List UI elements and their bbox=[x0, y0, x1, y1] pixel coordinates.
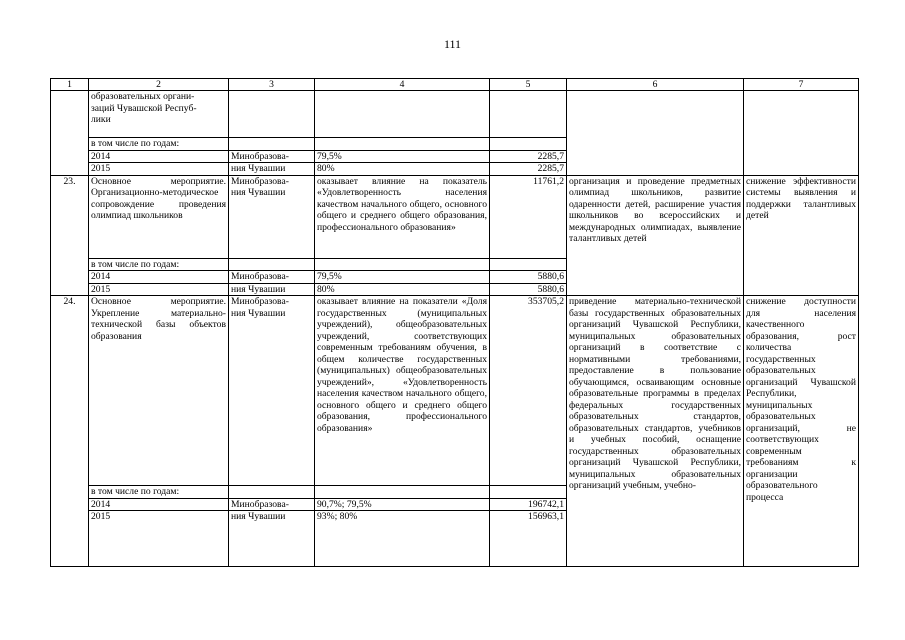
executor-cell: Минобразова- bbox=[229, 150, 315, 163]
amount-cell bbox=[490, 91, 567, 138]
executor-cell: Минобразова- ния Чувашии bbox=[229, 296, 315, 486]
year-cell: 2014 bbox=[89, 150, 229, 163]
indicator-cell: 80% bbox=[315, 163, 490, 176]
executor-cell: Минобразова- bbox=[229, 271, 315, 284]
risk-cell: снижение доступности для населения качественного образования, рост количества государственных образовательных организаций Чувашской Республики, муниципальных образовательных организаций, не соответствующих современным требованиям к организации образовательного процесса bbox=[744, 296, 859, 567]
column-number-row bbox=[51, 79, 859, 91]
amount-cell: 2285,7 bbox=[490, 150, 567, 163]
amount-cell bbox=[490, 138, 567, 151]
year-cell: 2014 bbox=[89, 498, 229, 511]
indicator-cell bbox=[315, 91, 490, 138]
activity-name-cell: Основное мероприятие. Организационно-методическое сопровождение проведения олимпиад школьников bbox=[89, 175, 229, 258]
result-cell bbox=[567, 91, 744, 176]
column-number: 2 bbox=[89, 79, 229, 91]
sub-label-cell: в том числе по годам: bbox=[89, 258, 229, 271]
risk-cell bbox=[744, 91, 859, 176]
activity-name-cell: образовательных органи- заций Чувашской Респуб- лики bbox=[89, 91, 229, 138]
program-table bbox=[50, 78, 859, 567]
amount-cell: 11761,2 bbox=[490, 175, 567, 258]
indicator-cell bbox=[315, 138, 490, 151]
indicator-cell: оказывает влияние на показатель «Удовлетворенность населения качеством начального общего, основного общего и среднего общего образования, профессионального образования» bbox=[315, 175, 490, 258]
year-cell: 2015 bbox=[89, 511, 229, 567]
executor-cell: ния Чувашии bbox=[229, 283, 315, 296]
year-cell: 2015 bbox=[89, 283, 229, 296]
amount-cell: 196742,1 bbox=[490, 498, 567, 511]
result-cell: организация и проведение предметных олимпиад школьников, развитие одаренности детей, расширение участия школьников во всероссийских и международных олимпиадах, выявление талантливых детей bbox=[567, 175, 744, 296]
executor-cell bbox=[229, 258, 315, 271]
amount-cell bbox=[490, 486, 567, 499]
column-number: 7 bbox=[744, 79, 859, 91]
executor-cell bbox=[229, 486, 315, 499]
activity-name-cell: Основное мероприятие. Укрепление материально-технической базы объектов образования bbox=[89, 296, 229, 486]
executor-cell: ния Чувашии bbox=[229, 163, 315, 176]
indicator-cell: 93%; 80% bbox=[315, 511, 490, 567]
risk-cell: снижение эффективности системы выявления и поддержки талантливых детей bbox=[744, 175, 859, 296]
executor-cell bbox=[229, 138, 315, 151]
indicator-cell: оказывает влияние на показатели «Доля государственных (муниципальных учреждений), общеобразовательных учреждений, соответствующих современным требованиям обучения, в общем количестве государственных (муниципальных) общеобразовательных учреждений», «Удовлетворенность населения качеством начального общего, основного общего и среднего общего образования, профессионального образования» bbox=[315, 296, 490, 486]
amount-cell: 353705,2 bbox=[490, 296, 567, 486]
amount-cell: 156963,1 bbox=[490, 511, 567, 567]
column-number: 6 bbox=[567, 79, 744, 91]
indicator-cell: 90,7%; 79,5% bbox=[315, 498, 490, 511]
indicator-cell bbox=[315, 258, 490, 271]
row-number-cell: 23. bbox=[51, 175, 89, 296]
indicator-cell: 79,5% bbox=[315, 150, 490, 163]
year-cell: 2014 bbox=[89, 271, 229, 284]
executor-cell: ния Чувашии bbox=[229, 511, 315, 567]
table-row bbox=[51, 91, 859, 138]
table-row bbox=[51, 296, 859, 486]
sub-label-cell: в том числе по годам: bbox=[89, 486, 229, 499]
indicator-cell: 79,5% bbox=[315, 271, 490, 284]
indicator-cell bbox=[315, 486, 490, 499]
row-number-cell: 24. bbox=[51, 296, 89, 567]
column-number: 5 bbox=[490, 79, 567, 91]
executor-cell bbox=[229, 91, 315, 138]
year-cell: 2015 bbox=[89, 163, 229, 176]
indicator-cell: 80% bbox=[315, 283, 490, 296]
column-number: 4 bbox=[315, 79, 490, 91]
amount-cell: 5880,6 bbox=[490, 283, 567, 296]
column-number: 3 bbox=[229, 79, 315, 91]
page-number: 111 bbox=[443, 37, 462, 51]
amount-cell: 5880,6 bbox=[490, 271, 567, 284]
executor-cell: Минобразова- ния Чувашии bbox=[229, 175, 315, 258]
executor-cell: Минобразова- bbox=[229, 498, 315, 511]
result-cell: приведение материально-технической базы государственных образовательных организаций Чувашской Республики, муниципальных образовательных организаций в соответствие с нормативными требованиями, предоставление в пользование обучающимся, осваивающим основные образовательные программы в пределах федеральных государственных образовательных стандартов, образовательных стандартов, учебников и учебных пособий, оснащение государственных образовательных организаций Чувашской Республики, муниципальных образовательных организаций учебным, учебно- bbox=[567, 296, 744, 567]
table-row bbox=[51, 175, 859, 258]
sub-label-cell: в том числе по годам: bbox=[89, 138, 229, 151]
column-number: 1 bbox=[51, 79, 89, 91]
row-number-cell bbox=[51, 91, 89, 176]
amount-cell bbox=[490, 258, 567, 271]
amount-cell: 2285,7 bbox=[490, 163, 567, 176]
